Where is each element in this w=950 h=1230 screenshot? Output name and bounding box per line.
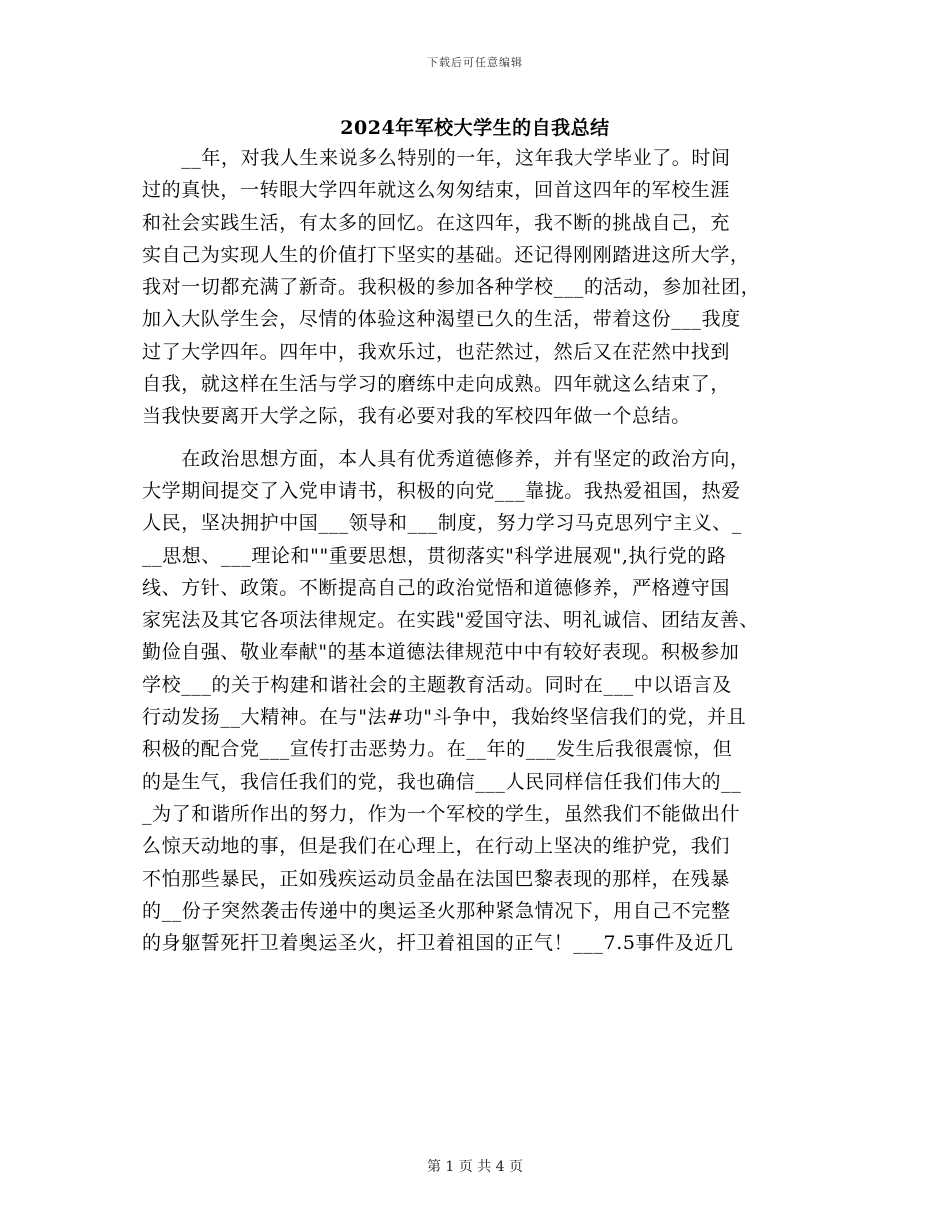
paragraph-2-line: 积极的配合党___宣传打击恶势力。在__年的___发生后我很震惊，但 (142, 738, 733, 761)
paragraph-2-line: 在政治思想方面，本人具有优秀道德修养，并有坚定的政治方向， (142, 447, 750, 470)
paragraph-1-line: __年，对我人生来说多么特别的一年，这年我大学毕业了。时间 (142, 147, 731, 169)
paragraph-2-line: 的是生气，我信任我们的党，我也确信___人民同样信任我们伟大的__ (142, 770, 742, 793)
paragraph-2-line: 线、方针、政策。不断提高自己的政治觉悟和道德修养，严格遵守国 (142, 576, 731, 599)
paragraph-2-line: 人民，坚决拥护中国___领导和___制度，努力学习马克思列宁主义、_ (142, 512, 742, 535)
paragraph-2-line: 的身躯誓死扞卫着奥运圣火，扞卫着祖国的正气！___7.5事件及近几 (142, 932, 734, 955)
paragraph-1-line: 我对一切都充满了新奇。我积极的参加各种学校___的活动，参加社团， (142, 276, 761, 299)
paragraph-2-line: 学校___的关于构建和谐社会的主题教育活动。同时在___中以语言及 (142, 673, 732, 696)
document-body (142, 142, 822, 959)
paragraph-2-line: 的__份子突然袭击传递中的奥运圣火那种紧急情况下，用自己不完整 (142, 899, 731, 922)
paragraph-1-line: 当我快要离开大学之际，我有必要对我的军校四年做一个总结。 (142, 405, 691, 428)
paragraph-2-line: 不怕那些暴民，正如残疾运动员金晶在法国巴黎表现的那样，在残暴 (142, 867, 731, 890)
paragraph-1-line: 过的真快，一转眼大学四年就这么匆匆结束，回首这四年的军校生涯 (142, 179, 731, 202)
paragraph-1-line: 加入大队学生会，尽情的体验这种渴望已久的生活，带着这份___我度 (142, 308, 741, 331)
paragraph-2-line: 么惊天动地的事，但是我们在心理上，在行动上坚决的维护党，我们 (142, 835, 731, 858)
paragraph-2-line: 大学期间提交了入党申请书，积极的向党___靠拢。我热爱祖国，热爱 (142, 479, 741, 502)
paragraph-1-line: 和社会实践生活，有太多的回忆。在这四年，我不断的挑战自己，充 (142, 211, 731, 234)
paragraph-1-line: 过了大学四年。四年中，我欢乐过，也茫然过，然后又在茫然中找到 (142, 340, 731, 363)
paragraph-1-line: 实自己为实现人生的价值打下坚实的基础。还记得刚刚踏进这所大学， (142, 243, 750, 266)
paragraph-2-line: 行动发扬__大精神。在与"法#功"斗争中，我始终坚信我们的党，并且 (142, 706, 747, 729)
paragraph-2-line: 勤俭自强、敬业奉献"的基本道德法律规范中中有较好表现。积极参加 (142, 641, 740, 664)
header-note: 下载后可任意编辑 (427, 56, 523, 69)
paragraph-2-line: __思想、___理论和""重要思想，贯彻落实"科学进展观",执行党的路 (142, 544, 727, 567)
paragraph-1-line: 自我，就这样在生活与学习的磨练中走向成熟。四年就这么结束了， (142, 373, 731, 396)
page-footer: 第 1 页 共 4 页 (426, 1159, 524, 1175)
paragraph-2-line: 家宪法及其它各项法律规定。在实践"爱国守法、明礼诚信、团结友善、 (142, 609, 759, 632)
paragraph-2-line: _为了和谐所作出的努力，作为一个军校的学生，虽然我们不能做出什 (142, 802, 741, 825)
document-title: 2024年军校大学生的自我总结 (340, 117, 610, 139)
